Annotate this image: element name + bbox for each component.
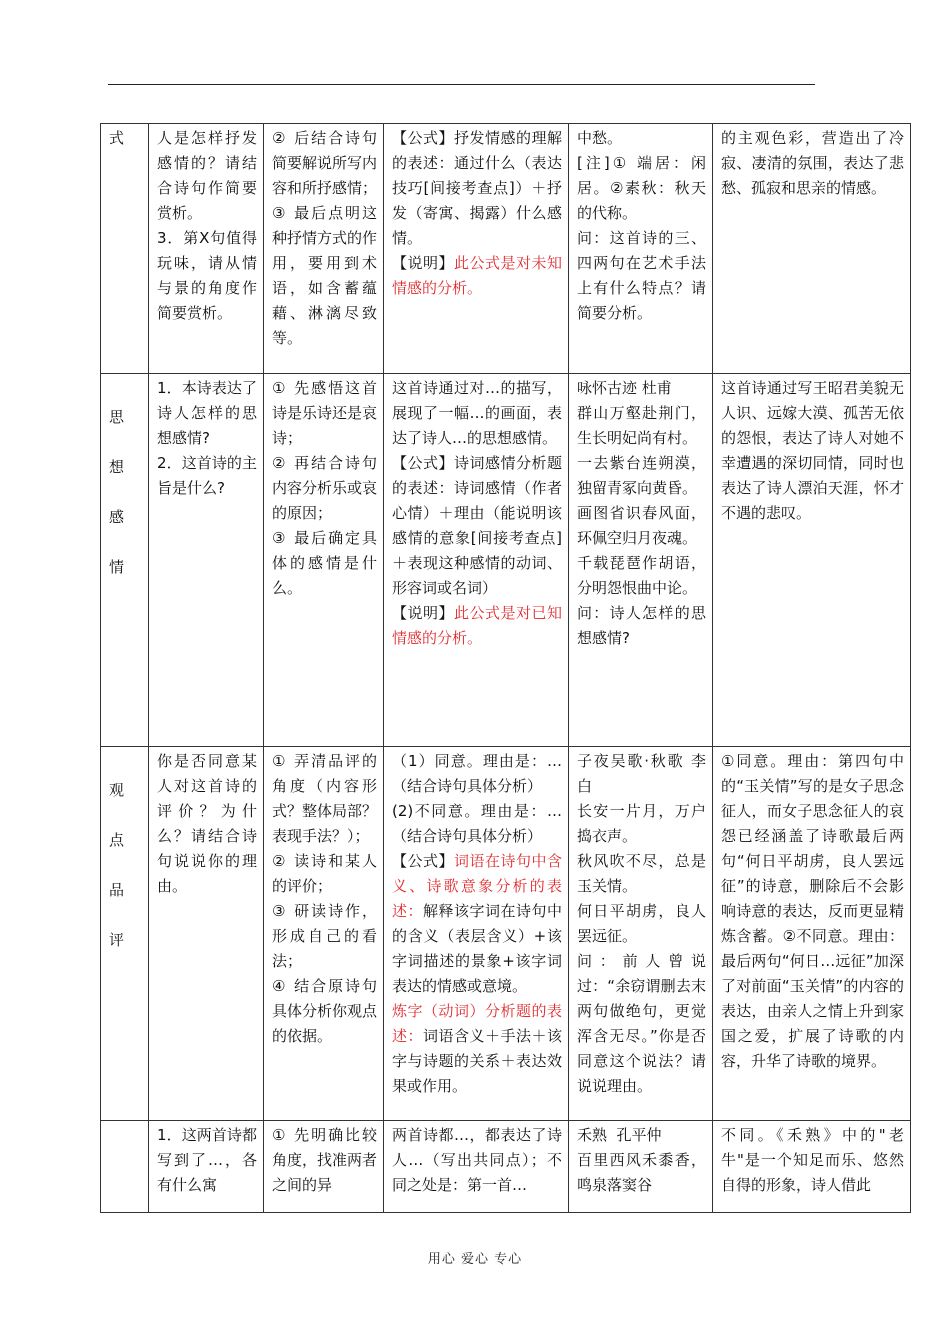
question-text: 你是否同意某人对这首诗的评价？为什么？请结合诗句说说你的理由。 bbox=[157, 752, 257, 895]
method-cell bbox=[264, 374, 384, 747]
poetry-method-table bbox=[100, 123, 911, 1213]
method-text: ② 后结合诗句简要解说所写内容和所抒感情； ③ 最后点明这种抒情方式的作用，要用到术语，如含蓄蕴藉、淋漓尽致等。 bbox=[272, 129, 378, 347]
answer-text: ①同意。理由：第四句中的“玉关情”写的是女子思念征人，而女子思念征人的哀怨已经涵盖了诗歌最后两句“何日平胡虏，良人罢远征”的诗意，删除后不会影响诗意的表达，反而更显精炼含蓄。②不同意。理由：最后两句“何日…远征”加深了对前面“玉关情”的内容的表达，由亲人之情上升到家国之爱，扩展了诗歌的内容，升华了诗歌的境界。 bbox=[721, 752, 904, 1070]
category-cell bbox=[101, 374, 149, 747]
example-text: 子夜吴歌·秋歌 李白 长安一片月，万户捣衣声。 秋风吹不尽，总是玉关情。 何日平胡虏，良人罢远征。 问：前人曾说过：“余窃谓删去末两句做绝句，更觉浑含无尽。”你是否同意这个说法？请说说理由。 bbox=[577, 752, 706, 1095]
table-row-thought-feeling bbox=[101, 374, 911, 747]
question-cell bbox=[149, 374, 264, 747]
formula-cell bbox=[384, 124, 569, 374]
table-row-comparison bbox=[101, 1121, 911, 1213]
example-text: 禾熟 孔平仲 百里西风禾黍香，鸣泉落窦谷 bbox=[577, 1126, 706, 1194]
answer-text: 不同。《禾熟》中的"老牛"是一个知足而乐、悠然自得的形象，诗人借此 bbox=[721, 1126, 904, 1194]
answer-text: 这首诗通过写王昭君美貌无人识、远嫁大漠、孤苦无依的怨恨，表达了诗人对她不幸遭遇的深切同情，同时也表达了诗人漂泊天涯，怀才不遇的悲叹。 bbox=[721, 379, 904, 522]
method-cell bbox=[264, 1121, 384, 1213]
answer-text: 的主观色彩，营造出了冷寂、凄清的氛围，表达了悲愁、孤寂和思亲的情感。 bbox=[721, 129, 904, 197]
method-text: ① 先明确比较角度，找准两者之间的异 bbox=[272, 1126, 378, 1194]
formula-text: （1）同意。理由是：…（结合诗句具体分析） (2)不同意。理由是：…（结合诗句具体分析） 【公式】词语在诗句中含义、诗歌意象分析的表述：解释该字词在诗句中的含义（表层含义）+该字词描述的景象+该字词表达的情感或意境。 炼字（动词）分析题的表述：词语含义＋手法＋该字与诗题的关系＋表达效果或作用。 bbox=[392, 752, 562, 1095]
example-cell bbox=[569, 124, 713, 374]
answer-cell bbox=[713, 124, 911, 374]
header-rule bbox=[108, 84, 815, 85]
category-label: 思想感情 bbox=[109, 408, 125, 576]
example-text: 中愁。 [注]① 端居：闲居。②素秋：秋天的代称。 问：这首诗的三、四两句在艺术手法上有什么特点？请简要分析。 bbox=[577, 129, 706, 322]
category-cell bbox=[101, 1121, 149, 1213]
formula-text: 【公式】抒发情感的理解的表述：通过什么（表达技巧[间接考查点]）＋抒发（寄寓、揭露）什么感情。 【说明】此公式是对未知情感的分析。 bbox=[392, 129, 562, 297]
table-row-style bbox=[101, 124, 911, 374]
method-text: ① 先感悟这首诗是乐诗还是哀诗； ② 再结合诗句内容分析乐或哀的原因； ③ 最后确定具体的感情是什么。 bbox=[272, 379, 378, 597]
category-label: 式 bbox=[109, 129, 125, 147]
question-text: 1．这两首诗都写到了…，各有什么寓 bbox=[157, 1126, 257, 1194]
formula-cell bbox=[384, 374, 569, 747]
example-cell bbox=[569, 747, 713, 1121]
question-text: 人是怎样抒发感情的？请结合诗句作简要赏析。 3．第Ⅹ句值得玩味，请从情与景的角度作简要赏析。 bbox=[157, 129, 257, 322]
formula-text: 两首诗都…，都表达了诗人…（写出共同点）；不同之处是：第一首… bbox=[392, 1126, 562, 1194]
question-cell bbox=[149, 747, 264, 1121]
method-cell bbox=[264, 747, 384, 1121]
question-cell bbox=[149, 124, 264, 374]
example-cell bbox=[569, 1121, 713, 1213]
formula-cell bbox=[384, 747, 569, 1121]
category-cell bbox=[101, 124, 149, 374]
formula-cell bbox=[384, 1121, 569, 1213]
method-text: ① 弄清品评的角度（内容形式？整体局部？表现手法？）； ② 读诗和某人的评价； ③ 研读诗作，形成自己的看法； ④ 结合原诗句具体分析你观点的依据。 bbox=[272, 752, 378, 1045]
table-row-viewpoint-review bbox=[101, 747, 911, 1121]
answer-cell bbox=[713, 747, 911, 1121]
formula-text: 这首诗通过对…的描写，展现了一幅…的画面，表达了诗人…的思想感情。 【公式】诗词感情分析题的表述：诗词感情（作者心情）＋理由（能说明该感情的意象[间接考查点]＋表现这种感情的动词、形容词或名词） 【说明】此公式是对已知情感的分析。 bbox=[392, 379, 562, 647]
category-label: 观点品评 bbox=[109, 781, 125, 949]
question-cell bbox=[149, 1121, 264, 1213]
example-text: 咏怀古迹 杜甫 群山万壑赴荆门，生长明妃尚有村。 一去紫台连朔漠，独留青冢向黄昏。 画图省识春风面，环佩空归月夜魂。 千载琵琶作胡语，分明怨恨曲中论。 问：诗人怎样的思想感情? bbox=[577, 379, 706, 647]
answer-cell bbox=[713, 1121, 911, 1213]
page-footer: 用心 爱心 专心 bbox=[427, 1252, 523, 1267]
method-cell bbox=[264, 124, 384, 374]
example-cell bbox=[569, 374, 713, 747]
category-cell bbox=[101, 747, 149, 1121]
answer-cell bbox=[713, 374, 911, 747]
question-text: 1．本诗表达了诗人怎样的思想感情? 2．这首诗的主旨是什么? bbox=[157, 379, 257, 497]
